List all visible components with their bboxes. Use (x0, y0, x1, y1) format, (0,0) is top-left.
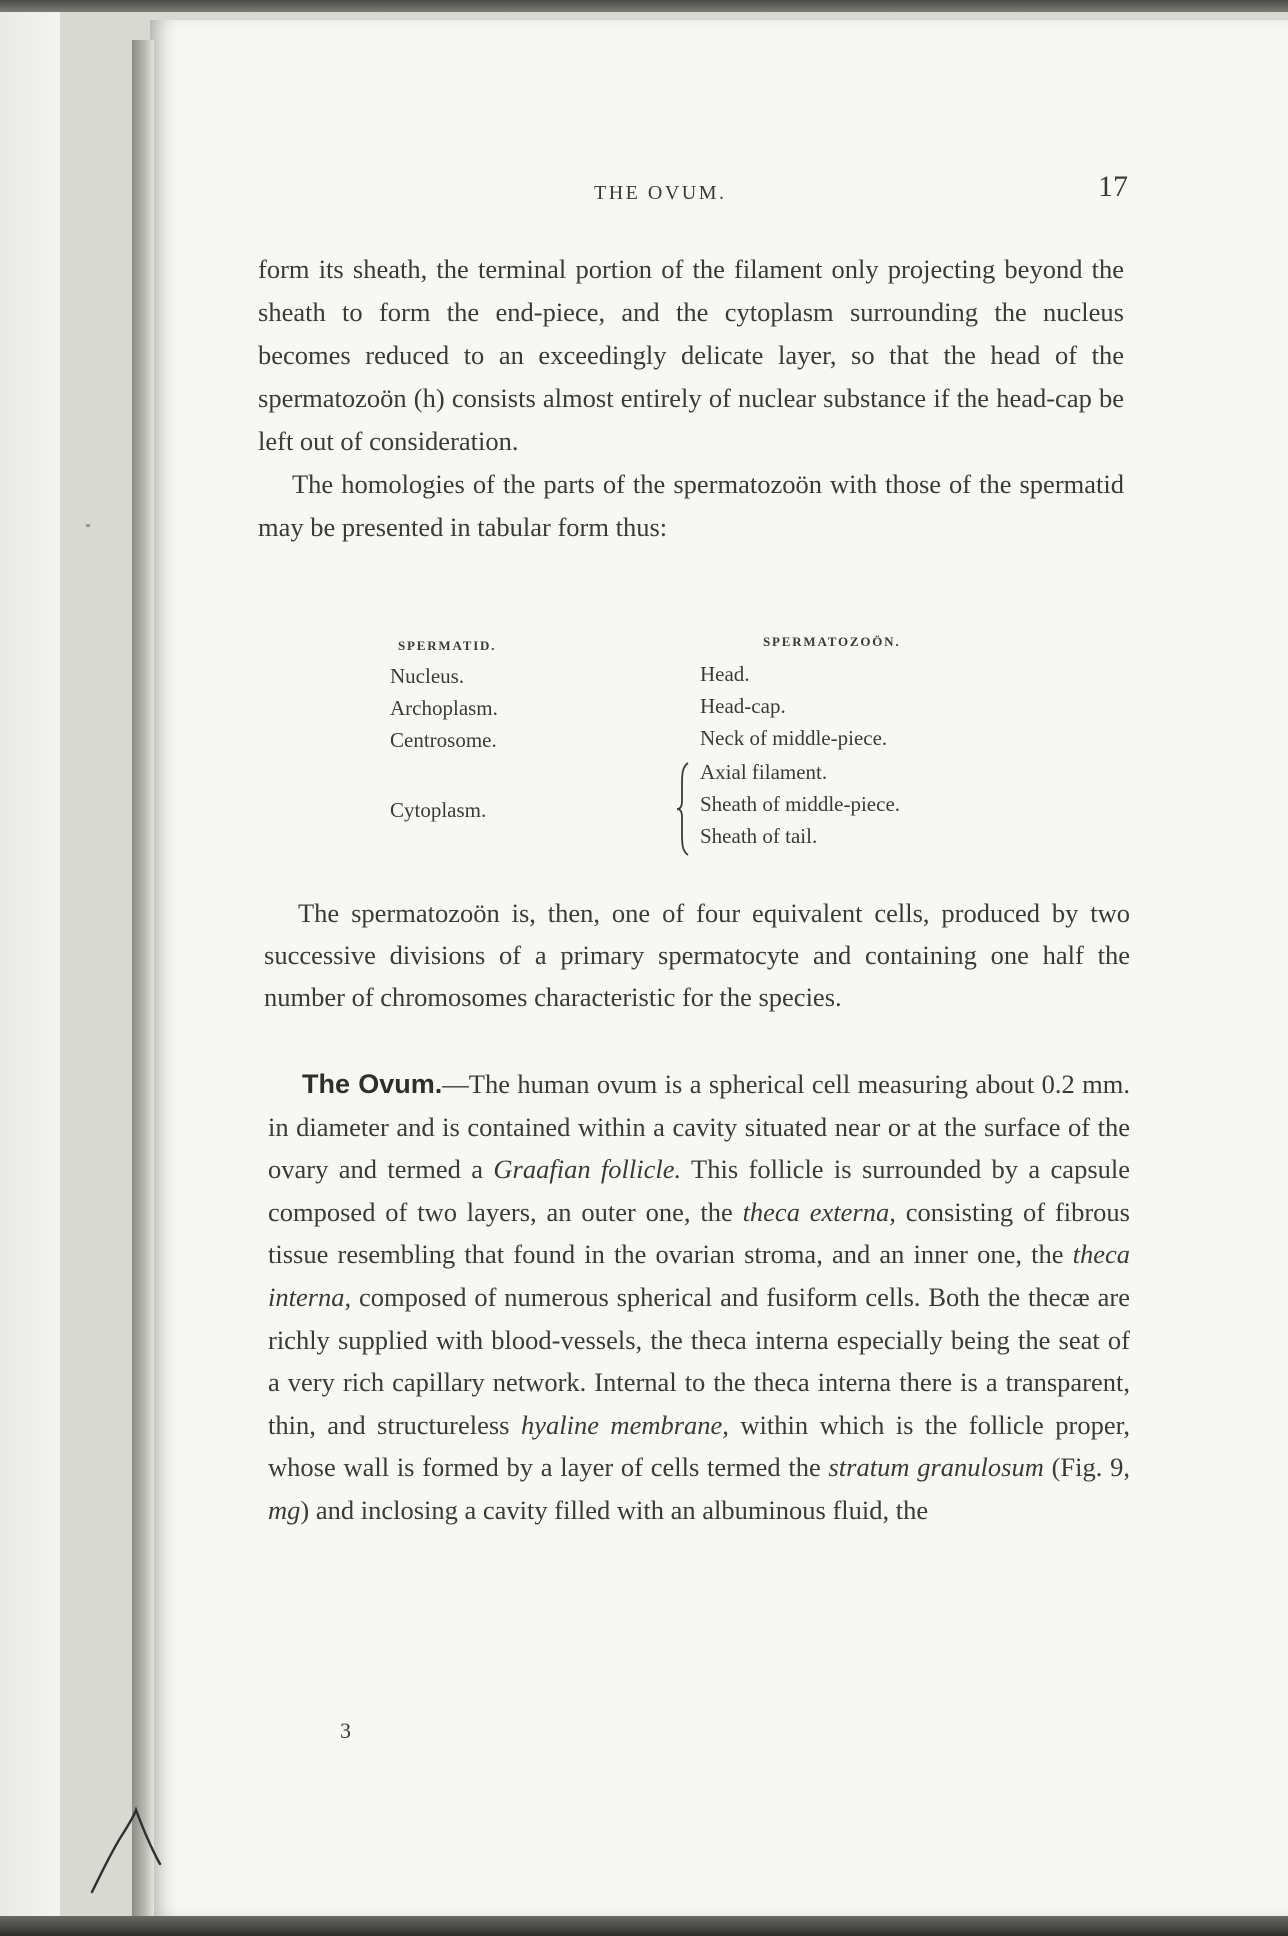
running-title: THE OVUM. (594, 182, 727, 204)
italic-term: stratum granulosum (828, 1452, 1044, 1483)
scan-bottom-edge (0, 1916, 1288, 1936)
book-gutter (132, 40, 154, 1920)
table-header-spermatid: SPERMATID. (398, 638, 497, 653)
paragraph-ovum (268, 1063, 1130, 1532)
text-run: ) and inclosing a cavity filled with an albuminous fluid, the (300, 1494, 929, 1525)
table-cell-left: Nucleus. (390, 664, 465, 688)
text-run: consisting of fibrous tissue resembling that found in the ovarian stroma, and an inner one, the (268, 1196, 1130, 1270)
paragraph-spermatozoon-summary: The spermatozoön is, then, one of four equivalent cells, produced by two successive divisions of a primary spermatocyte and containing one half the number of chromosomes characteristic for the species. (264, 898, 1130, 1012)
table-cell-right: Neck of middle-piece. (700, 726, 888, 750)
table-header-spermatozoon: SPERMATOZOÖN. (763, 634, 901, 649)
body-text-top (258, 248, 1124, 549)
text-run: within which is the follicle proper, whose wall is formed by a layer of cells termed the (268, 1409, 1130, 1483)
page-header (262, 170, 1128, 220)
table-cell-left: Centrosome. (390, 728, 497, 752)
table-cell-right: Axial filament. (700, 760, 828, 784)
paragraph-continuation: form its sheath, the terminal portion of the filament only projecting beyond the sheath to form the end-piece, and the cytoplasm surrounding the nucleus becomes reduced to an exceedingly delicate layer, so that the head of the spermatozoön (h) consists almost entirely of nuclear substance if the head-cap be left out of consideration. (258, 254, 1124, 456)
scan-speck (86, 524, 90, 527)
pencil-mark-icon (86, 1780, 176, 1900)
italic-term: mg (268, 1494, 301, 1525)
italic-term: hyaline membrane, (520, 1409, 729, 1440)
paragraph-homologies: The homologies of the parts of the spermatozoön with those of the spermatid may be presented in tabular form thus: (258, 469, 1124, 542)
text-run: composed of numerous spherical and fusiform cells. Both the thecæ are richly supplied with blood-vessels, the theca interna especially being the seat of a very rich capillary network. Internal to the theca interna there is a transparent, thin, and structureless (268, 1281, 1130, 1440)
body-text-ovum (268, 1063, 1130, 1532)
curly-brace-icon (676, 761, 690, 857)
italic-term: theca externa, (742, 1196, 896, 1227)
table-cell-right: Sheath of tail. (700, 824, 818, 848)
signature-mark: 3 (340, 1718, 351, 1743)
text-run: This follicle is surrounded by a capsule composed of two layers, an outer one, the (268, 1154, 1131, 1227)
table-cell-left: Cytoplasm. (390, 798, 487, 822)
homology-table (258, 628, 1124, 858)
table-cell-right: Head. (700, 662, 750, 686)
table-cell-left: Archoplasm. (390, 696, 498, 720)
italic-term: Graafian follicle. (493, 1154, 682, 1185)
scan-left-margin (0, 0, 60, 1936)
body-text-middle (264, 892, 1130, 1018)
italic-term: theca interna, (268, 1239, 1130, 1312)
text-run: —The human ovum is a spherical cell measuring about 0.2 mm. in diameter and is contained within a cavity situated near or at the surface of the ovary and termed a (268, 1069, 1130, 1185)
text-run: (Fig. 9, (1043, 1452, 1130, 1483)
table-cell-right: Sheath of middle-piece. (700, 792, 901, 816)
table-cell-right: Head-cap. (700, 694, 786, 718)
page-number: 17 (1098, 170, 1128, 203)
section-heading-ovum: The Ovum. (302, 1069, 443, 1099)
scan-top-edge (0, 0, 1288, 12)
